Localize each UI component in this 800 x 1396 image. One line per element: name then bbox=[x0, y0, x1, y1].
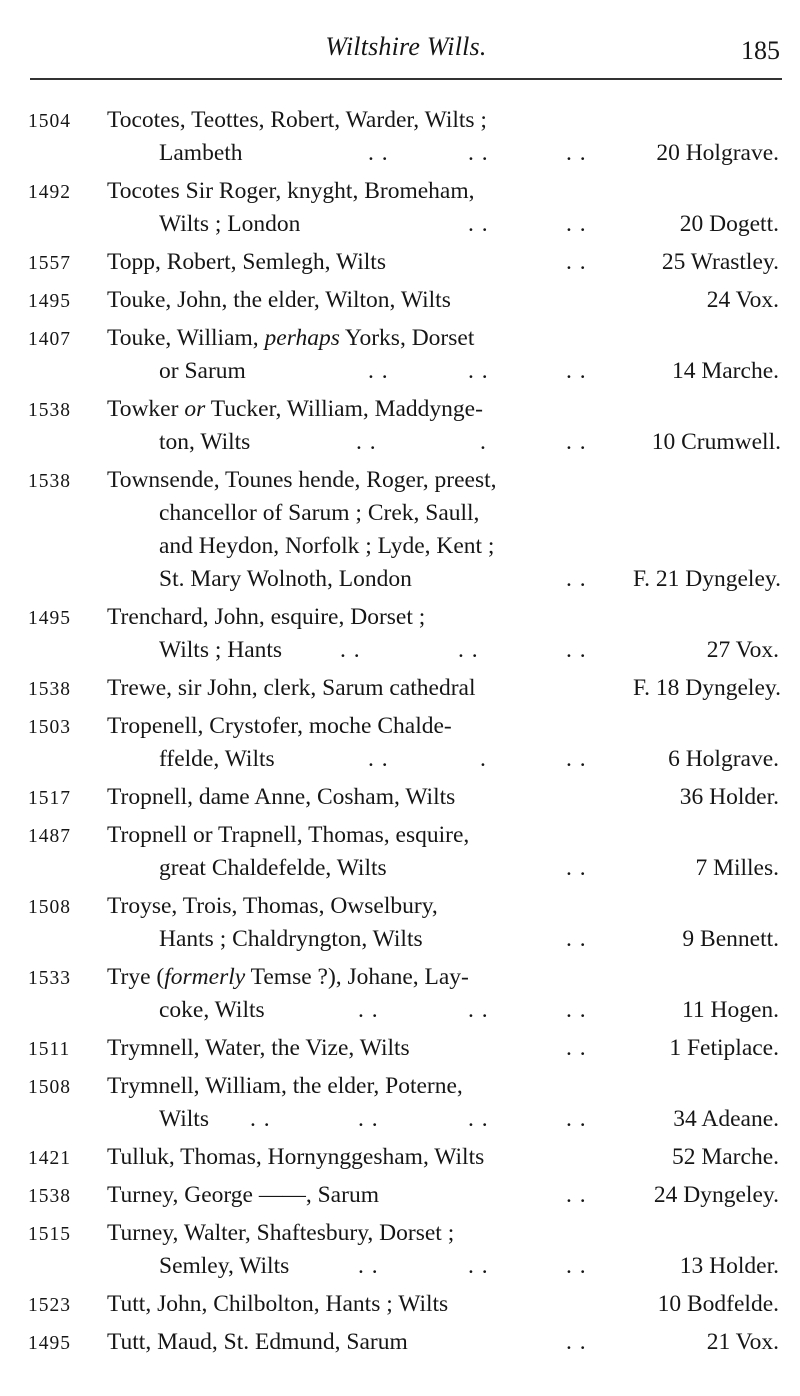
leader-dots: . . bbox=[566, 1106, 587, 1132]
header-rule bbox=[30, 78, 782, 80]
register-reference: 13 Holder. bbox=[679, 1253, 779, 1279]
entry-year: 1503 bbox=[28, 717, 71, 738]
register-reference: F. 18 Dyngeley. bbox=[632, 675, 781, 701]
entry-description bbox=[107, 781, 593, 814]
entry-line: St. Mary Wolnoth, London bbox=[159, 566, 412, 592]
entry-description bbox=[107, 284, 593, 317]
will-entry bbox=[0, 1032, 800, 1065]
entry-year: 1495 bbox=[28, 1333, 71, 1354]
leader-dots: . . bbox=[566, 746, 587, 772]
leader-dots: . . bbox=[566, 211, 587, 237]
entry-line: Turney, Walter, Shaftesbury, Dorset ; bbox=[107, 1220, 455, 1246]
leader-dots: . . bbox=[356, 429, 377, 455]
entry-description bbox=[107, 890, 593, 956]
entry-year: 1538 bbox=[28, 471, 71, 492]
entry-line: ton, Wilts bbox=[159, 429, 251, 455]
entry-line: Trye (formerly Temse ?), Johane, Lay- bbox=[107, 964, 469, 990]
entry-year: 1407 bbox=[28, 329, 71, 350]
register-reference: 7 Milles. bbox=[695, 855, 779, 881]
entry-year: 1517 bbox=[28, 788, 71, 809]
will-entry bbox=[0, 961, 800, 1027]
entry-line: Wilts ; London bbox=[159, 211, 301, 237]
entry-year: 1538 bbox=[28, 679, 71, 700]
will-entry bbox=[0, 104, 800, 170]
register-reference: 20 Holgrave. bbox=[656, 140, 779, 166]
entry-description bbox=[107, 1179, 593, 1212]
will-entry bbox=[0, 1217, 800, 1283]
leader-dots: . . bbox=[566, 358, 587, 384]
will-entry bbox=[0, 781, 800, 814]
entry-line: Tutt, John, Chilbolton, Hants ; Wilts bbox=[107, 1291, 449, 1317]
entry-line: Towker or Tucker, William, Maddynge- bbox=[107, 396, 483, 422]
register-reference: 36 Holder. bbox=[679, 784, 779, 810]
entry-year: 1515 bbox=[28, 1224, 71, 1245]
entry-year: 1508 bbox=[28, 1077, 71, 1098]
entry-description bbox=[107, 1288, 593, 1321]
will-entry bbox=[0, 1070, 800, 1136]
entry-line: or Sarum bbox=[159, 358, 246, 384]
leader-dots: . . bbox=[566, 926, 587, 952]
register-reference: 20 Dogett. bbox=[679, 211, 779, 237]
leader-dots: . . bbox=[566, 140, 587, 166]
leader-dots: . . bbox=[368, 358, 389, 384]
entry-year: 1487 bbox=[28, 826, 71, 847]
leader-dots: . . bbox=[368, 140, 389, 166]
leader-dots: . . bbox=[566, 1035, 587, 1061]
entry-description bbox=[107, 819, 593, 885]
entry-description bbox=[107, 672, 593, 705]
leader-dots: . . bbox=[468, 1106, 489, 1132]
entry-line: Hants ; Chaldryngton, Wilts bbox=[159, 926, 423, 952]
entry-year: 1523 bbox=[28, 1295, 71, 1316]
register-reference: 6 Holgrave. bbox=[668, 746, 779, 772]
entry-line: Touke, William, perhaps Yorks, Dorset bbox=[107, 325, 475, 351]
entry-year: 1538 bbox=[28, 400, 71, 421]
register-reference: 21 Vox. bbox=[706, 1329, 779, 1355]
leader-dots: . . bbox=[566, 429, 587, 455]
entry-line: Tulluk, Thomas, Hornynggesham, Wilts bbox=[107, 1144, 485, 1170]
leader-dots: . . bbox=[468, 997, 489, 1023]
entry-year: 1492 bbox=[28, 182, 71, 203]
entry-year: 1421 bbox=[28, 1148, 71, 1169]
leader-dots: . . bbox=[468, 211, 489, 237]
leader-dots: . . bbox=[566, 997, 587, 1023]
leader-dots: . . bbox=[566, 855, 587, 881]
will-entry bbox=[0, 175, 800, 241]
register-reference: 24 Vox. bbox=[706, 287, 779, 313]
leader-dots: . . bbox=[566, 1253, 587, 1279]
entry-line: Tutt, Maud, St. Edmund, Sarum bbox=[107, 1329, 408, 1355]
leader-dots: . bbox=[480, 746, 487, 772]
entry-year: 1495 bbox=[28, 291, 71, 312]
will-entry bbox=[0, 710, 800, 776]
entry-description bbox=[107, 393, 593, 459]
leader-dots: . . bbox=[468, 140, 489, 166]
entry-line: Tropnell or Trapnell, Thomas, esquire, bbox=[107, 822, 470, 848]
register-reference: 34 Adeane. bbox=[673, 1106, 779, 1132]
entry-line: coke, Wilts bbox=[159, 997, 265, 1023]
entry-year: 1495 bbox=[28, 608, 71, 629]
entry-description bbox=[107, 104, 593, 170]
entry-line: Trymnell, William, the elder, Poterne, bbox=[107, 1073, 463, 1099]
entry-line: Trenchard, John, esquire, Dorset ; bbox=[107, 604, 426, 630]
leader-dots: . . bbox=[358, 1106, 379, 1132]
leader-dots: . . bbox=[566, 1329, 587, 1355]
entry-year: 1533 bbox=[28, 968, 71, 989]
leader-dots: . . bbox=[468, 358, 489, 384]
entry-line: chancellor of Sarum ; Crek, Saull, bbox=[159, 500, 480, 526]
entry-line: Semley, Wilts bbox=[159, 1253, 290, 1279]
register-reference: 14 Marche. bbox=[671, 358, 779, 384]
entry-line: Tropenell, Crystofer, moche Chalde- bbox=[107, 713, 452, 739]
entry-line: Topp, Robert, Semlegh, Wilts bbox=[107, 249, 386, 275]
entry-line: Wilts bbox=[159, 1106, 209, 1132]
entry-description bbox=[107, 464, 593, 596]
register-reference: 10 Crumwell. bbox=[651, 429, 781, 455]
entry-year: 1557 bbox=[28, 253, 71, 274]
entry-line: great Chaldefelde, Wilts bbox=[159, 855, 387, 881]
will-entry bbox=[0, 464, 800, 596]
will-entry bbox=[0, 246, 800, 279]
leader-dots: . . bbox=[358, 997, 379, 1023]
register-reference: 24 Dyngeley. bbox=[653, 1182, 779, 1208]
leader-dots: . . bbox=[340, 637, 361, 663]
running-title: Wiltshire Wills. bbox=[325, 32, 487, 61]
leader-dots: . . bbox=[566, 1182, 587, 1208]
entry-line: Troyse, Trois, Thomas, Owselbury, bbox=[107, 893, 438, 919]
entry-description bbox=[107, 961, 593, 1027]
register-reference: 25 Wrastley. bbox=[661, 249, 779, 275]
entry-year: 1508 bbox=[28, 897, 71, 918]
entry-description bbox=[107, 1032, 593, 1065]
entry-year: 1538 bbox=[28, 1186, 71, 1207]
entry-year: 1511 bbox=[28, 1039, 71, 1060]
register-reference: 27 Vox. bbox=[706, 637, 779, 663]
leader-dots: . . bbox=[566, 566, 587, 592]
will-entry bbox=[0, 1179, 800, 1212]
entry-line: Tocotes, Teottes, Robert, Warder, Wilts ; bbox=[107, 107, 487, 133]
will-entries-list bbox=[0, 104, 800, 1364]
entry-line: Touke, John, the elder, Wilton, Wilts bbox=[107, 287, 451, 313]
register-reference: F. 21 Dyngeley. bbox=[632, 566, 781, 592]
entry-description bbox=[107, 1217, 593, 1283]
entry-description bbox=[107, 175, 593, 241]
will-entry bbox=[0, 322, 800, 388]
entry-line: Lambeth bbox=[159, 140, 243, 166]
entry-line: Turney, George ——, Sarum bbox=[107, 1182, 379, 1208]
entry-line: Tocotes Sir Roger, knyght, Bromeham, bbox=[107, 178, 475, 204]
will-entry bbox=[0, 1326, 800, 1359]
entry-year: 1504 bbox=[28, 111, 71, 132]
leader-dots: . . bbox=[458, 637, 479, 663]
entry-description bbox=[107, 710, 593, 776]
entry-description bbox=[107, 1326, 593, 1359]
entry-line: Trewe, sir John, clerk, Sarum cathedral bbox=[107, 675, 476, 701]
will-entry bbox=[0, 890, 800, 956]
register-reference: 9 Bennett. bbox=[682, 926, 779, 952]
leader-dots: . . bbox=[566, 637, 587, 663]
entry-line: and Heydon, Norfolk ; Lyde, Kent ; bbox=[159, 533, 495, 559]
register-reference: 1 Fetiplace. bbox=[669, 1035, 779, 1061]
will-entry bbox=[0, 819, 800, 885]
page-header bbox=[30, 26, 782, 82]
leader-dots: . bbox=[480, 429, 487, 455]
register-reference: 10 Bodfelde. bbox=[657, 1291, 779, 1317]
register-reference: 11 Hogen. bbox=[681, 997, 779, 1023]
leader-dots: . . bbox=[468, 1253, 489, 1279]
entry-description bbox=[107, 1141, 593, 1174]
will-entry bbox=[0, 672, 800, 705]
entry-description bbox=[107, 1070, 593, 1136]
leader-dots: . . bbox=[250, 1106, 271, 1132]
entry-line: Trymnell, Water, the Vize, Wilts bbox=[107, 1035, 410, 1061]
will-entry bbox=[0, 1141, 800, 1174]
entry-description bbox=[107, 246, 593, 279]
will-entry bbox=[0, 284, 800, 317]
page-number: 185 bbox=[741, 36, 780, 65]
register-reference: 52 Marche. bbox=[671, 1144, 779, 1170]
will-entry bbox=[0, 393, 800, 459]
will-entry bbox=[0, 601, 800, 667]
entry-line: Townsende, Tounes hende, Roger, preest, bbox=[107, 467, 497, 493]
entry-line: ffelde, Wilts bbox=[159, 746, 275, 772]
entry-line: Tropnell, dame Anne, Cosham, Wilts bbox=[107, 784, 456, 810]
entry-description bbox=[107, 322, 593, 388]
leader-dots: . . bbox=[566, 249, 587, 275]
will-entry bbox=[0, 1288, 800, 1321]
leader-dots: . . bbox=[368, 746, 389, 772]
leader-dots: . . bbox=[358, 1253, 379, 1279]
entry-line: Wilts ; Hants bbox=[159, 637, 283, 663]
